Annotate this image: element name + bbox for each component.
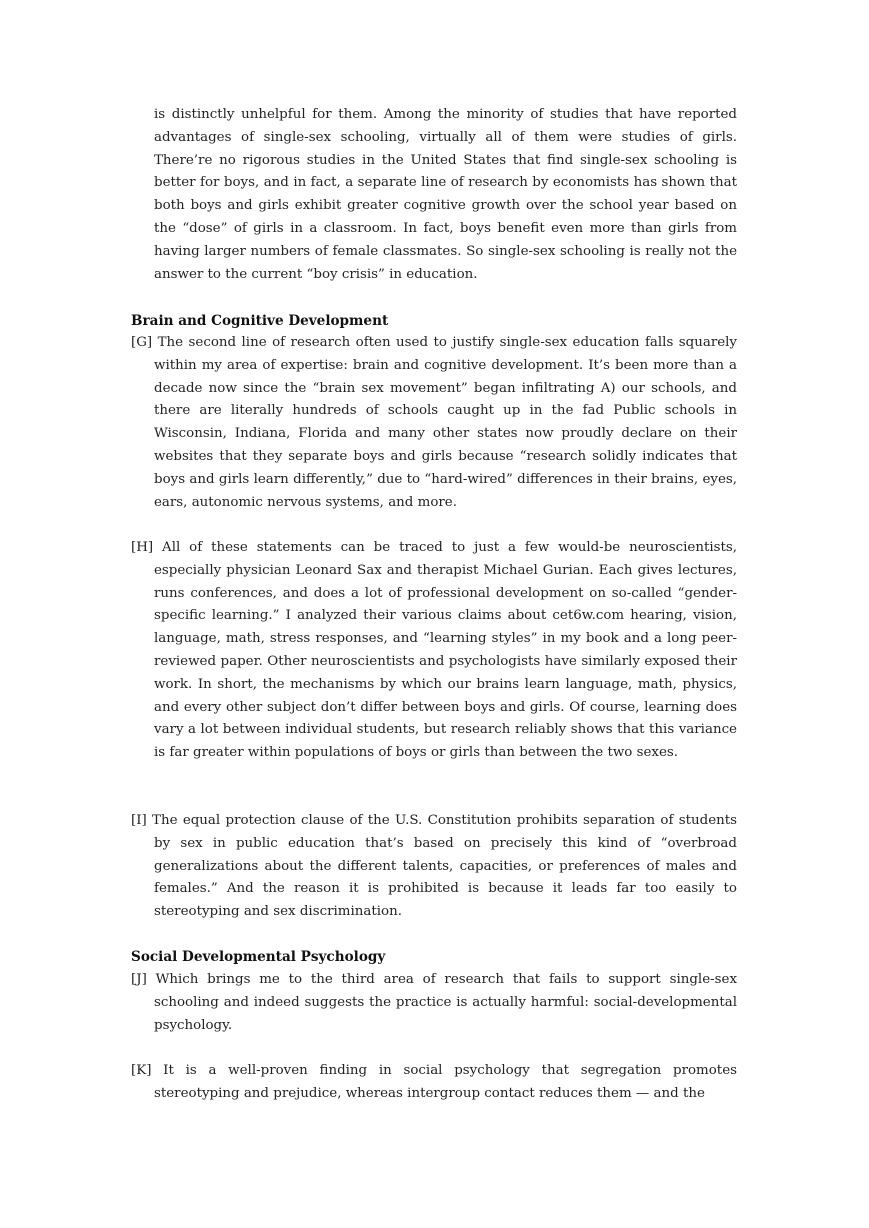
- paragraph-k: [K] It is a well-proven finding in social psychology that segregation promotes stereotyping and prejudice, whereas intergroup contact reduces them — and the: [131, 1063, 737, 1101]
- paragraph-h: [H] All of these statements can be traced to just a few would-be neuroscientists, especially physician Leonard Sax and therapist Michael Gurian. Each gives lectures, runs conferences, and does a lot of professional development on so-called “gender-specific learning.” I analyzed their various claims about cet6w.com hearing, vision, language, math, stress responses, and “learning styles” in my book and a long peer-reviewed paper. Other neuroscientists and psychologists have similarly exposed their work. In short, the mechanisms by which our brains learn language, math, physics, and every other subject don’t differ between boys and girls. Of course, learning does vary a lot between individual students, but research reliably shows that this variance is far greater within populations of boys or girls than between the two sexes.: [131, 540, 737, 761]
- section-heading-social-block: [131, 946, 737, 969]
- section-heading-brain: Brain and Cognitive Development: [131, 313, 389, 329]
- section-heading-social: Social Developmental Psychology: [131, 949, 386, 965]
- paragraph-g: [G] The second line of research often used to justify single-sex education falls squarely within my area of expertise: brain and cognitive development. It’s been more than a decade now since the “brain sex movement” began infiltrating A) our schools, and there are literally hundreds of schools caught up in the fad Public schools in Wisconsin, Indiana, Florida and many other states now proudly declare on their websites that they separate boys and girls because “research solidly indicates that boys and girls learn differently,” due to “hard-wired” differences in their brains, eyes, ears, autonomic nervous systems, and more.: [131, 335, 737, 510]
- paragraph-k-block: [131, 1060, 737, 1106]
- paragraph-i-block: [131, 810, 737, 924]
- paragraph-g-block: [131, 332, 737, 514]
- section-heading-brain-block: [131, 310, 737, 333]
- paragraph-h-block: [131, 537, 737, 765]
- paragraph-i: [I] The equal protection clause of the U.S. Constitution prohibits separation of students by sex in public education that’s based on precisely this kind of “overbroad generalizations about the different talents, capacities, or preferences of males and females.” And the reason it is prohibited is because it leads far too easily to stereotyping and sex discrimination.: [131, 813, 737, 920]
- continuation-paragraph: is distinctly unhelpful for them. Among the minority of studies that have reported advantages of single-sex schooling, virtually all of them were studies of girls. There’re no rigorous studies in the United States that find single-sex schooling is better for boys, and in fact, a separate line of research by economists has shown that both boys and girls exhibit greater cognitive growth over the school year based on the “dose” of girls in a classroom. In fact, boys benefit even more than girls from having larger numbers of female classmates. So single-sex schooling is really not the answer to the current “boy crisis” in education.: [154, 107, 737, 282]
- continuation-paragraph-block: [131, 104, 737, 286]
- paragraph-j-block: [131, 969, 737, 1037]
- paragraph-j: [J] Which brings me to the third area of research that fails to support single-sex schooling and indeed suggests the practice is actually harmful: social-developmental psychology.: [131, 972, 737, 1033]
